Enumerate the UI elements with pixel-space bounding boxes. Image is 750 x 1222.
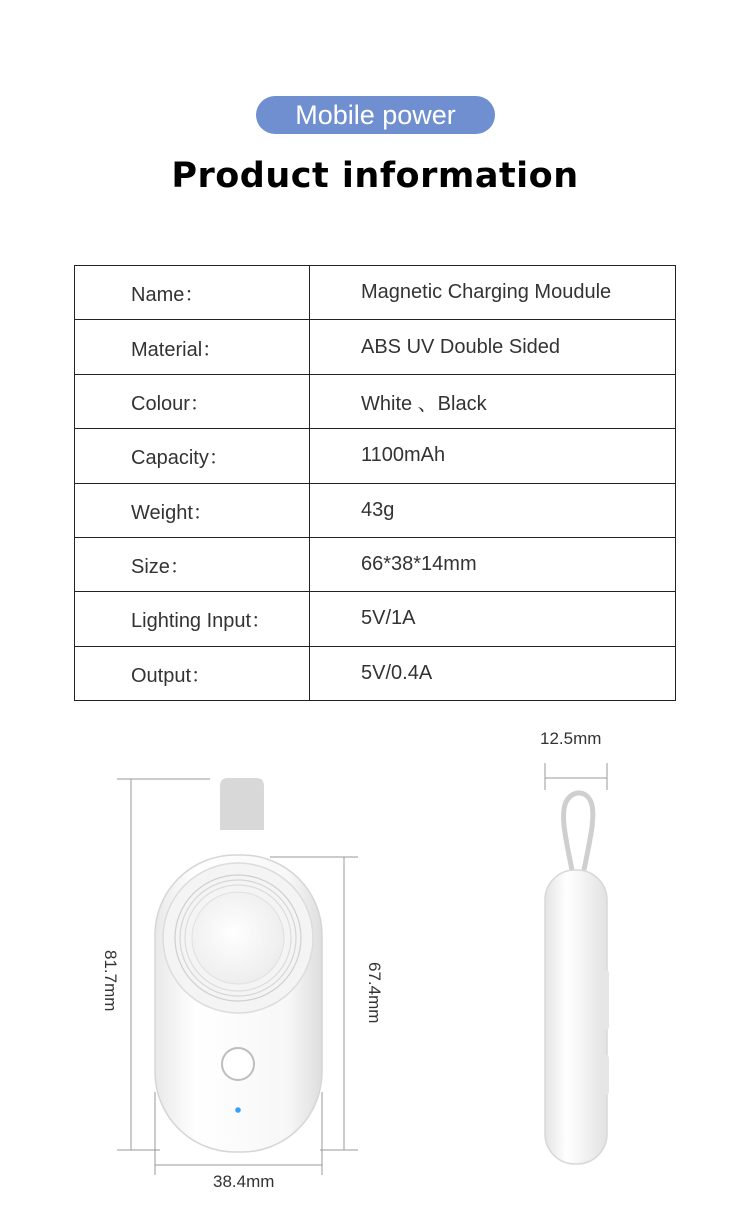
spec-value: 66*38*14mm (310, 537, 676, 591)
spec-value: 1100mAh (310, 429, 676, 483)
table-row (75, 592, 676, 646)
spec-label: Weight： (75, 483, 310, 537)
spec-value: ABS UV Double Sided (310, 320, 676, 374)
spec-value: 5V/1A (310, 592, 676, 646)
spec-label: Lighting Input： (75, 592, 310, 646)
power-button (222, 1048, 254, 1080)
spec-value: Magnetic Charging Moudule (310, 266, 676, 320)
side-body (545, 870, 607, 1164)
table-row (75, 646, 676, 700)
table-row (75, 266, 676, 320)
front-view (117, 778, 358, 1175)
spec-value: White 、Black (310, 374, 676, 428)
spec-label: Name： (75, 266, 310, 320)
spec-label: Output： (75, 646, 310, 700)
table-row (75, 483, 676, 537)
page-title: Product information (171, 156, 579, 196)
spec-value: 43g (310, 483, 676, 537)
table-row (75, 320, 676, 374)
spec-value: 5V/0.4A (310, 646, 676, 700)
spec-label: Material： (75, 320, 310, 374)
side-view (545, 763, 609, 1164)
table-row (75, 537, 676, 591)
spec-table (74, 265, 676, 701)
lanyard-loop (220, 778, 264, 830)
indicator-light (235, 1107, 241, 1113)
charging-pad (192, 892, 284, 984)
spec-label: Size： (75, 537, 310, 591)
body-height-label: 67.4mm (365, 962, 384, 1024)
spec-label: Capacity： (75, 429, 310, 483)
thickness-label: 12.5mm (540, 729, 602, 748)
total-height-label: 81.7mm (101, 950, 120, 1012)
category-badge: Mobile power (256, 96, 495, 134)
side-lanyard (564, 793, 593, 870)
table-row (75, 429, 676, 483)
spec-label: Colour： (75, 374, 310, 428)
width-label: 38.4mm (213, 1172, 275, 1191)
table-row (75, 374, 676, 428)
